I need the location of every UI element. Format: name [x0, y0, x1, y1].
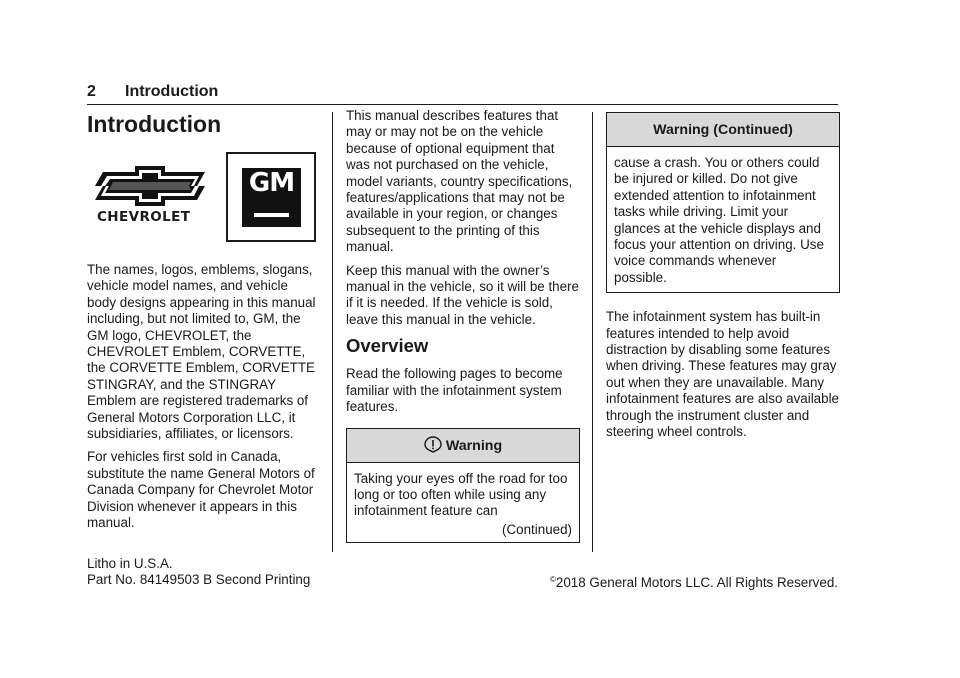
warning-body	[347, 463, 579, 543]
chevrolet-bowtie-icon	[91, 166, 209, 206]
warning-title: Warning	[445, 437, 503, 454]
distraction-paragraph: The infotainment system has built-in features intended to help avoid distraction by disabling some features when driving. These features may gray out when they are unavailable. Many infotainment features are also available through the instrument cluster and steering wheel controls.	[606, 309, 839, 440]
column-divider	[332, 112, 333, 552]
column-divider	[592, 112, 593, 552]
copyright-text: 2018 General Motors LLC. All Rights Reserved.	[555, 575, 838, 590]
keep-manual-paragraph: Keep this manual with the owner’s manual in the vehicle, so it will be there if it is needed. If the vehicle is sold, leave this manual in the vehicle.	[346, 262, 579, 327]
brand-logos	[87, 152, 319, 252]
litho-line: Litho in U.S.A.	[87, 556, 173, 571]
header-section-title: Introduction	[125, 83, 219, 100]
copyright-symbol: ©	[550, 575, 556, 584]
chevrolet-wordmark: CHEVROLET	[97, 209, 191, 225]
column-3	[606, 108, 840, 448]
warning-text: Taking your eyes off the road for too long or too often while using any infotainment feature can	[354, 470, 568, 519]
page-footer	[87, 556, 838, 588]
part-number-line: Part No. 84149503 B Second Printing	[87, 572, 311, 587]
column-2	[346, 108, 580, 543]
manual-scope-paragraph: This manual describes features that may or may not be on the vehicle because of optional equipment that was not purchased on the vehicle, model variants, country specifications, features/applications that may not be available in your region, or changes subsequent to the printing of this manual.	[346, 108, 573, 255]
page-number: 2	[87, 83, 96, 100]
overview-paragraph: Read the following pages to become familiar with the infotainment system features.	[346, 366, 563, 415]
gm-logo	[226, 152, 316, 242]
chevrolet-logo	[91, 166, 213, 225]
trademark-paragraph: The names, logos, emblems, slogans, vehicle model names, and vehicle body designs appearing in this manual including, but not limited to, GM, the GM logo, CHEVROLET, the CHEVROLET Emblem, CORVETTE, the CORVETTE Emblem, CORVETTE STINGRAY, and the STINGRAY Emblem are registered trademarks of General Motors Corporation LLC, it subsidiaries, affiliates, or licensors.	[87, 262, 316, 442]
warning-continued-header: Warning (Continued)	[607, 113, 839, 147]
warning-box	[346, 428, 580, 544]
gm-logo-square	[242, 168, 301, 227]
warning-continued-text: cause a crash. You or others could be injured or killed. Do not give extended attention to infotainment tasks while driving. Limit your glances at the vehicle displays and focus your attention on driving. Use voice commands whenever possible.	[614, 155, 824, 285]
warning-icon	[424, 432, 442, 466]
overview-heading: Overview	[346, 335, 429, 357]
page-header	[87, 83, 838, 105]
warning-continued-label: (Continued)	[502, 521, 572, 537]
page-title: Introduction	[87, 111, 222, 137]
canada-paragraph: For vehicles first sold in Canada, substitute the name General Motors of Canada Company for Chevrolet Motor Division whenever it appears in this manual.	[87, 449, 315, 531]
gm-logo-text: GM	[248, 168, 295, 198]
warning-header	[347, 429, 579, 463]
gm-logo-underline	[254, 213, 289, 217]
warning-continued-body	[607, 147, 839, 292]
warning-continued-box	[606, 112, 840, 293]
copyright-line	[550, 572, 838, 591]
column-1	[87, 108, 319, 539]
